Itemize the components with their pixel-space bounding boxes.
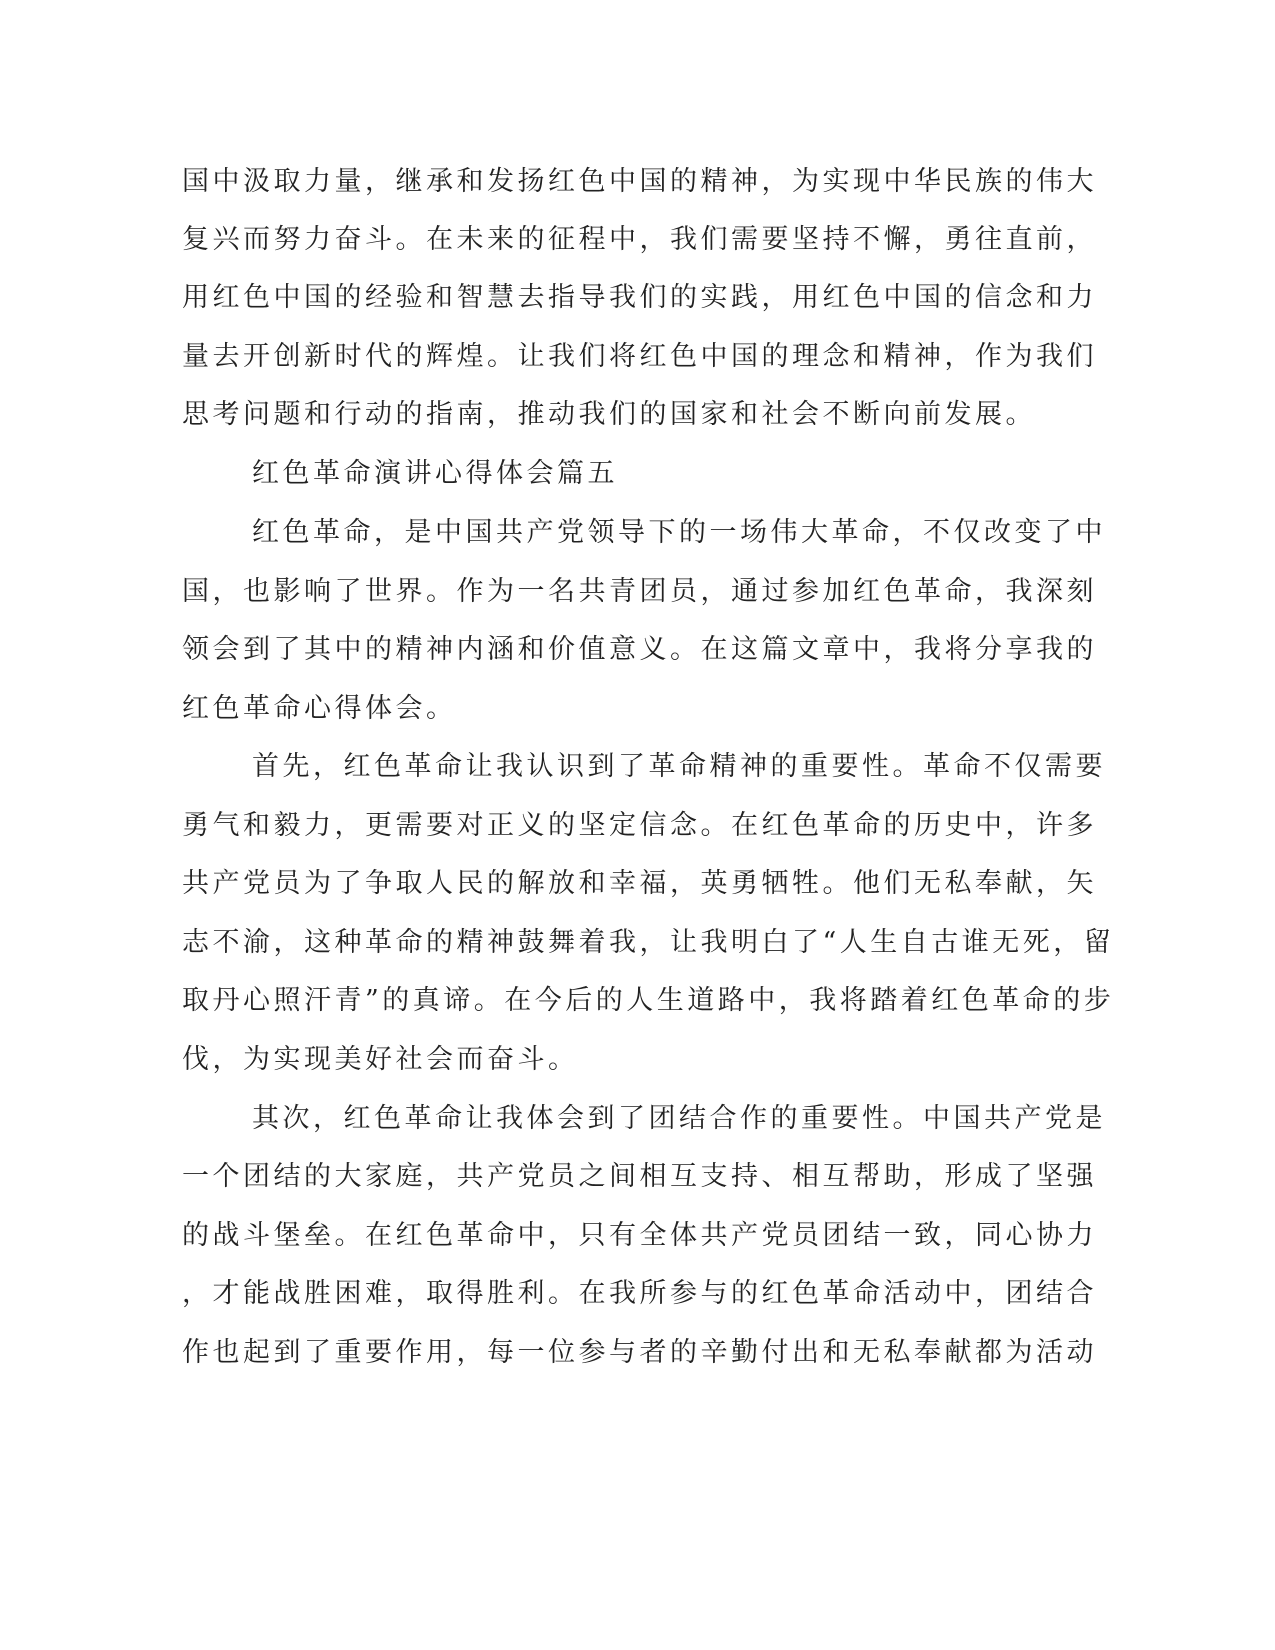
text-line-14: 志不渝，这种革命的精神鼓舞着我，让我明白了“人生自古谁无死，留	[182, 927, 1115, 958]
text-line-11: 首先，红色革命让我认识到了革命精神的重要性。革命不仅需要	[252, 751, 1106, 782]
text-line-4: 量去开创新时代的辉煌。让我们将红色中国的理念和精神，作为我们	[182, 341, 1097, 372]
text-line-2: 复兴而努力奋斗。在未来的征程中，我们需要坚持不懈，勇往直前，	[182, 224, 1097, 255]
text-line-18: 一个团结的大家庭，共产党员之间相互支持、相互帮助，形成了坚强	[182, 1161, 1097, 1192]
text-line-8: 国，也影响了世界。作为一名共青团员，通过参加红色革命，我深刻	[182, 576, 1097, 607]
text-line-19: 的战斗堡垒。在红色革命中，只有全体共产党员团结一致，同心协力	[182, 1220, 1097, 1251]
text-line-7: 红色革命，是中国共产党领导下的一场伟大革命，不仅改变了中	[252, 517, 1106, 548]
text-line-12: 勇气和毅力，更需要对正义的坚定信念。在红色革命的历史中，许多	[182, 810, 1097, 841]
text-line-1: 国中汲取力量，继承和发扬红色中国的精神，为实现中华民族的伟大	[182, 166, 1097, 197]
section-heading: 红色革命演讲心得体会篇五	[252, 458, 618, 489]
text-line-15: 取丹心照汗青”的真谛。在今后的人生道路中，我将踏着红色革命的步	[182, 985, 1115, 1016]
text-line-21: 作也起到了重要作用，每一位参与者的辛勤付出和无私奉献都为活动	[182, 1337, 1097, 1368]
text-line-3: 用红色中国的经验和智慧去指导我们的实践，用红色中国的信念和力	[182, 282, 1097, 313]
text-line-5: 思考问题和行动的指南，推动我们的国家和社会不断向前发展。	[182, 399, 1036, 430]
text-line-13: 共产党员为了争取人民的解放和幸福，英勇牺牲。他们无私奉献，矢	[182, 868, 1097, 899]
text-line-20: ，才能战胜困难，取得胜利。在我所参与的红色革命活动中，团结合	[182, 1278, 1097, 1309]
text-line-9: 领会到了其中的精神内涵和价值意义。在这篇文章中，我将分享我的	[182, 634, 1097, 665]
text-line-16: 伐，为实现美好社会而奋斗。	[182, 1044, 579, 1075]
text-line-17: 其次，红色革命让我体会到了团结合作的重要性。中国共产党是	[252, 1103, 1106, 1134]
text-line-10: 红色革命心得体会。	[182, 693, 457, 724]
